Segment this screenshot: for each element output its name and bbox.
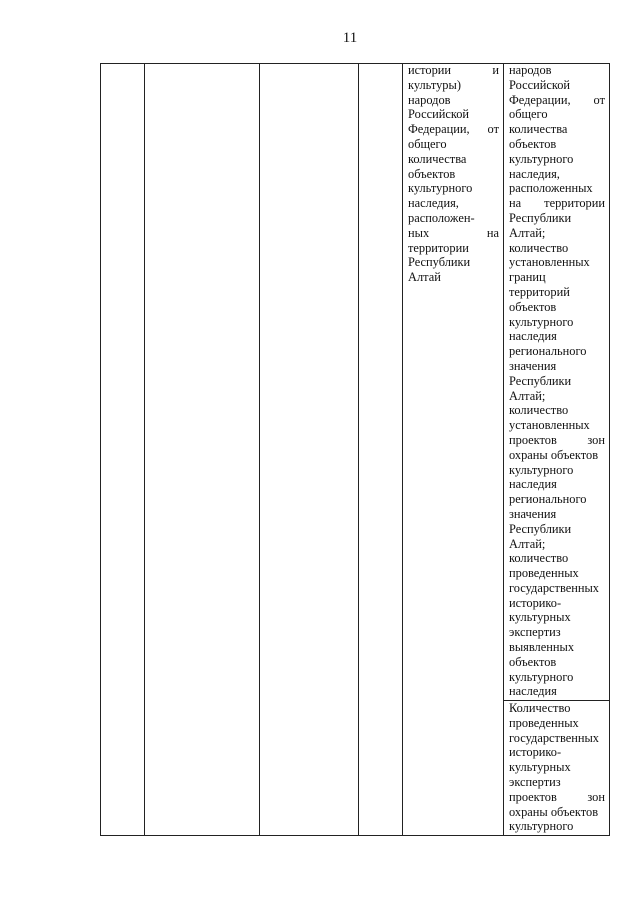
- text-word: охраны объектов: [509, 804, 599, 819]
- text-line: [509, 448, 605, 463]
- text-line: [509, 731, 605, 746]
- text-line: [509, 625, 605, 640]
- text-word: культурного: [509, 151, 574, 166]
- text-line: [509, 537, 605, 552]
- text-line: [509, 819, 605, 834]
- text-word: народов: [509, 63, 552, 77]
- text-word: на: [486, 225, 499, 240]
- text-line: [509, 211, 605, 226]
- text-line: [408, 78, 499, 93]
- text-word: Алтай;: [509, 536, 546, 551]
- text-line: [509, 167, 605, 182]
- text-line: [509, 655, 605, 670]
- indicator-list-cell-continued: [503, 701, 609, 834]
- text-word: проектов: [509, 789, 557, 804]
- text-word: проведенных: [509, 715, 579, 730]
- indicator-list-cell: [503, 63, 609, 699]
- text-word: территории: [408, 240, 469, 255]
- text-line: [408, 152, 499, 167]
- text-line: [509, 507, 605, 522]
- text-word: расположен-: [408, 210, 475, 225]
- text-line: [408, 241, 499, 256]
- text-line: [509, 270, 605, 285]
- table-cell-col4: [358, 63, 402, 835]
- text-line: [509, 329, 605, 344]
- text-line: [509, 152, 605, 167]
- text-word: общего: [408, 136, 447, 151]
- text-line: [408, 107, 499, 122]
- text-line: [509, 181, 605, 196]
- text-word: охраны объектов: [509, 447, 599, 462]
- text-word: Республики: [509, 373, 572, 388]
- text-line: [509, 760, 605, 775]
- text-line: [509, 610, 605, 625]
- text-line: [509, 522, 605, 537]
- text-line: [408, 63, 499, 78]
- text-line: [509, 805, 605, 820]
- text-word: государственных: [509, 580, 600, 595]
- text-word: и: [492, 63, 499, 77]
- text-line: [509, 255, 605, 270]
- text-line: [509, 107, 605, 122]
- text-word: границ: [509, 270, 546, 285]
- text-word: историко-: [509, 745, 562, 760]
- text-word: Алтай;: [509, 225, 546, 240]
- text-line: [509, 745, 605, 760]
- text-word: территории: [544, 196, 605, 211]
- text-line: [408, 270, 499, 285]
- table-cell-col1: [100, 63, 144, 835]
- text-line: [408, 211, 499, 226]
- text-line: [408, 181, 499, 196]
- text-line: [509, 596, 605, 611]
- table-border-bottom: [100, 835, 609, 836]
- text-line: [408, 137, 499, 152]
- text-word: культуры): [408, 77, 461, 92]
- text-line: [509, 78, 605, 93]
- text-line: [408, 93, 499, 108]
- text-line: [509, 285, 605, 300]
- text-line: [509, 716, 605, 731]
- text-line: [509, 492, 605, 507]
- text-line: [408, 196, 499, 211]
- text-line: [509, 389, 605, 404]
- text-word: количество: [509, 240, 569, 255]
- text-word: проведенных: [509, 566, 579, 581]
- text-word: количества: [408, 151, 467, 166]
- text-line: [509, 684, 605, 699]
- text-line: [509, 433, 605, 448]
- text-word: наследия,: [408, 196, 459, 211]
- text-word: от: [593, 92, 605, 107]
- table-border-right: [609, 63, 610, 836]
- text-word: Федерации,: [408, 122, 470, 137]
- text-line: [509, 566, 605, 581]
- text-word: наследия,: [509, 166, 560, 181]
- text-word: значения: [509, 358, 557, 373]
- text-word: территорий: [509, 284, 570, 299]
- text-word: наследия: [509, 329, 557, 344]
- text-word: Российской: [408, 107, 470, 122]
- text-line: [509, 137, 605, 152]
- text-word: общего: [509, 107, 548, 122]
- text-line: [509, 463, 605, 478]
- text-word: регионального: [509, 344, 587, 359]
- text-line: [408, 255, 499, 270]
- text-word: объектов: [509, 654, 557, 669]
- table-cell-col2: [144, 63, 259, 835]
- text-line: [509, 374, 605, 389]
- text-line: [509, 701, 605, 716]
- text-line: [509, 241, 605, 256]
- text-word: от: [487, 122, 499, 137]
- text-word: Алтай: [408, 270, 441, 285]
- text-word: культурного: [408, 181, 473, 196]
- text-word: выявленных: [509, 640, 575, 655]
- text-word: проектов: [509, 432, 557, 447]
- text-line: [408, 167, 499, 182]
- text-line: [509, 775, 605, 790]
- text-word: Количество: [509, 701, 571, 715]
- text-line: [509, 403, 605, 418]
- text-line: [509, 670, 605, 685]
- text-word: культурного: [509, 819, 574, 834]
- text-word: культурного: [509, 314, 574, 329]
- text-line: [509, 196, 605, 211]
- indicator-description-cell: [402, 63, 503, 285]
- text-word: Алтай;: [509, 388, 546, 403]
- text-word: значения: [509, 506, 557, 521]
- text-line: [509, 581, 605, 596]
- text-word: экспертиз: [509, 625, 561, 640]
- text-word: зон: [587, 789, 605, 804]
- text-word: историко-: [509, 595, 562, 610]
- text-word: установленных: [509, 418, 590, 433]
- text-word: установленных: [509, 255, 590, 270]
- text-line: [509, 122, 605, 137]
- text-word: ных: [408, 225, 430, 240]
- text-word: народов: [408, 92, 451, 107]
- text-word: объектов: [408, 166, 456, 181]
- text-line: [509, 344, 605, 359]
- text-line: [509, 359, 605, 374]
- text-line: [509, 300, 605, 315]
- text-word: культурных: [509, 760, 571, 775]
- text-word: наследия: [509, 684, 557, 699]
- text-line: [509, 226, 605, 241]
- text-word: зон: [587, 432, 605, 447]
- text-word: культурного: [509, 669, 574, 684]
- text-word: Республики: [509, 521, 572, 536]
- text-word: Республики: [408, 255, 471, 270]
- text-line: [509, 477, 605, 492]
- text-line: [408, 226, 499, 241]
- text-word: культурного: [509, 462, 574, 477]
- text-word: количества: [509, 122, 568, 137]
- text-word: на: [509, 196, 522, 211]
- table-cell-col3: [259, 63, 358, 835]
- text-word: культурных: [509, 610, 571, 625]
- text-line: [509, 93, 605, 108]
- text-word: количество: [509, 551, 569, 566]
- page-number: 11: [342, 30, 358, 46]
- text-line: [509, 551, 605, 566]
- text-line: [509, 790, 605, 805]
- text-word: Республики: [509, 210, 572, 225]
- text-word: Российской: [509, 77, 571, 92]
- text-word: Федерации,: [509, 92, 571, 107]
- text-line: [509, 63, 605, 78]
- text-word: наследия: [509, 477, 557, 492]
- text-word: экспертиз: [509, 774, 561, 789]
- text-line: [408, 122, 499, 137]
- text-word: государственных: [509, 730, 600, 745]
- text-word: расположенных: [509, 181, 593, 196]
- text-line: [509, 315, 605, 330]
- text-word: регионального: [509, 492, 587, 507]
- text-line: [509, 640, 605, 655]
- text-word: объектов: [509, 136, 557, 151]
- text-word: истории: [408, 63, 452, 77]
- text-word: количество: [509, 403, 569, 418]
- text-line: [509, 418, 605, 433]
- text-word: объектов: [509, 299, 557, 314]
